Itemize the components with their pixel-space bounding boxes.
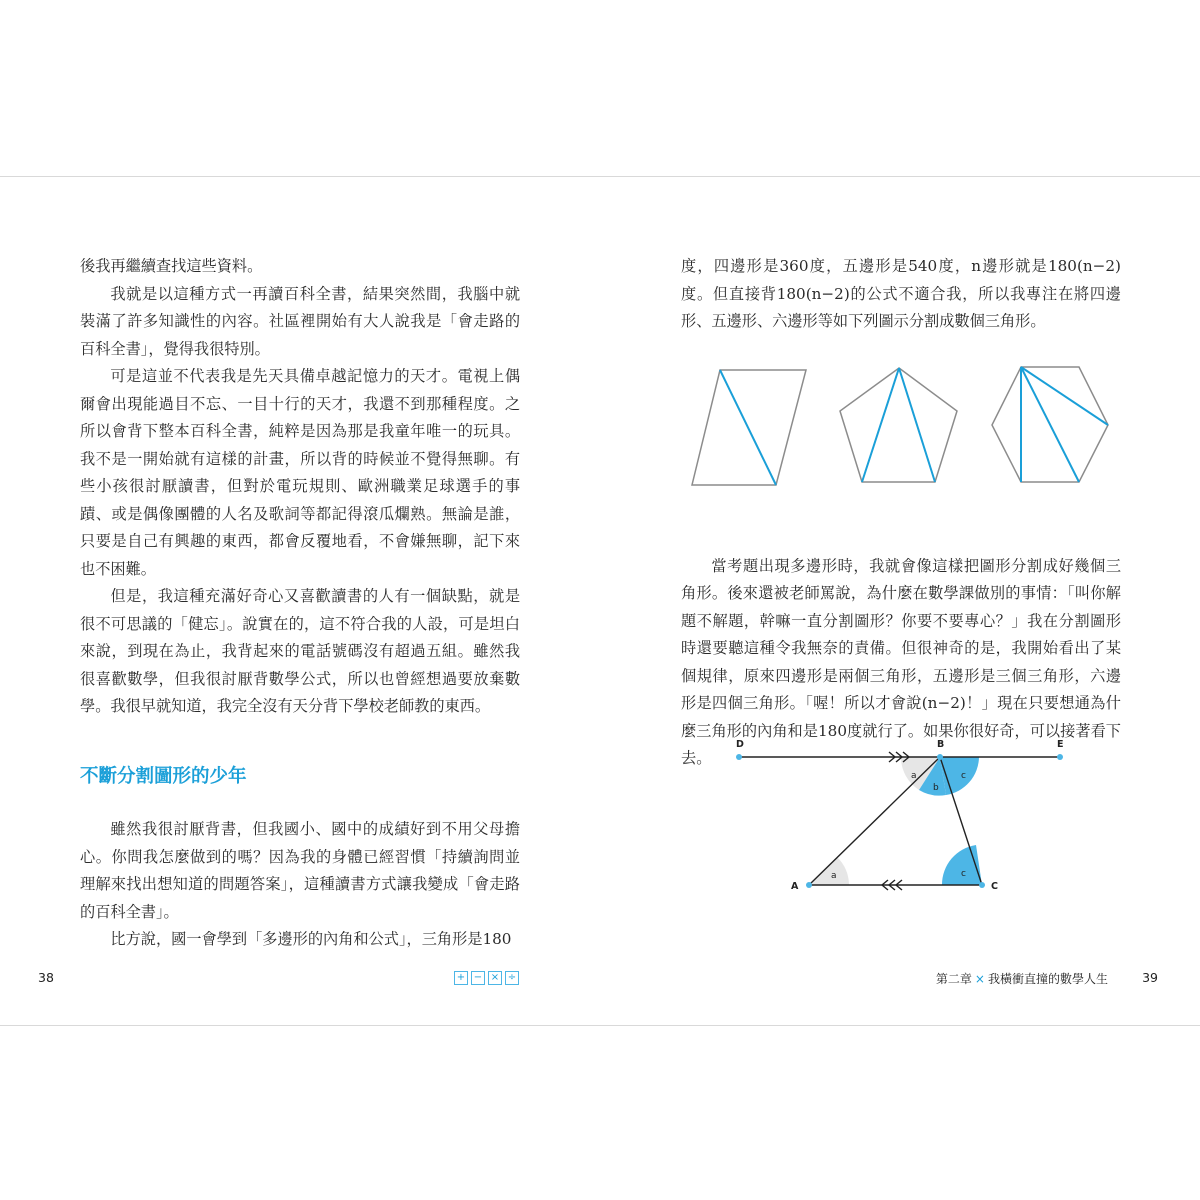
diagonal-line xyxy=(1021,367,1079,482)
page-number-left: 38 xyxy=(38,970,54,985)
paragraph: 可是這並不代表我是先天具備卓越記憶力的天才。電視上偶爾會出現能過目不忘、一目十行的天才，我還不到那種程度。之所以會背下整本百科全書，純粹是因為那是我童年唯一的玩具。我不是一開始就有這樣的計畫，所以背的時候並不覺得無聊。有些小孩很討厭讀書，但對於電玩規則、歐洲職業足球選手的事蹟、或是偶像團體的人名及歌詞等都記得滾瓜爛熟。無論是誰，只要是自己有興趣的東西，都會反覆地看，不會嫌無聊，記下來也不困難。 xyxy=(80,367,520,578)
math-operator-icons xyxy=(454,971,519,985)
angle-label-a-top: a xyxy=(911,771,917,781)
polygon-svg xyxy=(685,361,1115,491)
multiply-icon: × xyxy=(488,971,502,985)
paragraph: 比方說，國一會學到「多邊形的內角和公式」，三角形是180 xyxy=(110,930,512,948)
point-E xyxy=(1057,754,1063,760)
diagonal-line xyxy=(862,368,899,482)
right-page-text xyxy=(681,253,1121,773)
divide-icon: ÷ xyxy=(505,971,519,985)
paragraph: 但是，我這種充滿好奇心又喜歡讀書的人有一個缺點，就是很不可思議的「健忘」。說實在的，這不符合我的人設，可是坦白來說，到現在為止，我背起來的電話號碼沒有超過五組。雖然我很喜歡數學，但我很討厭背數學公式，所以也曾經想過要放棄數學。我很早就知道，我完全沒有天分背下學校老師教的東西。 xyxy=(80,587,520,715)
point-D xyxy=(736,754,742,760)
chapter-label: 第二章 xyxy=(935,972,972,986)
paragraph: 雖然我很討厭背書，但我國小、國中的成績好到不用父母擔心。你問我怎麼做到的嗎？因為我的身體已經習慣「持續詢問並理解來找出想知道的問題答案」，這種讀書方式讓我變成「會走路的百科全書」。 xyxy=(80,820,520,921)
label-D: D xyxy=(736,739,744,750)
angle-label-b-top: b xyxy=(933,783,939,793)
paragraph: 當考題出現多邊形時，我就會像這樣把圖形分割成好幾個三角形。後來還被老師罵說，為什麼在數學課做別的事情：「叫你解題不解題，幹嘛一直分割圖形？你要不要專心？」我在分割圖形時還要聽這種令我無奈的責備。但很神奇的是，我開始看出了某個規律，原來四邊形是兩個三角形，五邊形是三個三角形，六邊形是四個三角形。「喔！所以才會說(n−2)！」現在只要想通為什麼三角形的內角和是180度就行了。如果你很好奇，可以接著看下去。 xyxy=(681,556,1121,767)
page-number-right: 39 xyxy=(1142,970,1158,985)
pentagon-outline xyxy=(840,368,957,482)
point-C xyxy=(979,882,985,888)
paragraph: 後我再繼續查找這些資料。 xyxy=(80,257,263,275)
plus-icon: + xyxy=(454,971,468,985)
pentagon xyxy=(840,368,957,482)
diagonal-line xyxy=(720,370,776,485)
paragraph: 我就是以這種方式一再讀百科全書，結果突然間，我腦中就裝滿了許多知識性的內容。社區裡開始有大人說我是「會走路的百科全書」，覺得我很特別。 xyxy=(80,284,520,358)
chapter-title: 我橫衝直撞的數學人生 xyxy=(987,972,1108,986)
running-head xyxy=(936,970,1108,987)
paragraph: 度，四邊形是360度，五邊形是540度，n邊形就是180(n−2)度。但直接背180(n−2)的公式不適合我，所以我專注在將四邊形、五邊形、六邊形等如下列圖示分割成數個三角形。 xyxy=(681,257,1121,330)
point-A xyxy=(806,882,812,888)
minus-icon: − xyxy=(471,971,485,985)
polygon-division-figure xyxy=(685,361,1115,491)
angle-label-c-bottom: c xyxy=(961,869,966,879)
point-B xyxy=(937,754,943,760)
angle-label-c-top: c xyxy=(961,771,966,781)
book-spread xyxy=(0,176,1200,1026)
triangle-angle-figure xyxy=(725,732,1080,922)
multiply-icon: × xyxy=(974,972,985,986)
hexagon xyxy=(992,367,1108,482)
triangle-svg xyxy=(725,732,1080,922)
line-AB xyxy=(809,757,940,885)
label-A: A xyxy=(791,881,799,892)
diagonal-line xyxy=(1021,367,1108,425)
left-page-text xyxy=(80,253,520,954)
label-E: E xyxy=(1057,739,1064,750)
label-B: B xyxy=(937,739,945,750)
angle-label-a-bottom: a xyxy=(831,871,837,881)
label-C: C xyxy=(991,881,998,892)
angle-a-bottom xyxy=(809,857,849,885)
quadrilateral xyxy=(692,370,806,485)
diagonal-line xyxy=(899,368,935,482)
section-heading: 不斷分割圖形的少年 xyxy=(80,765,247,787)
